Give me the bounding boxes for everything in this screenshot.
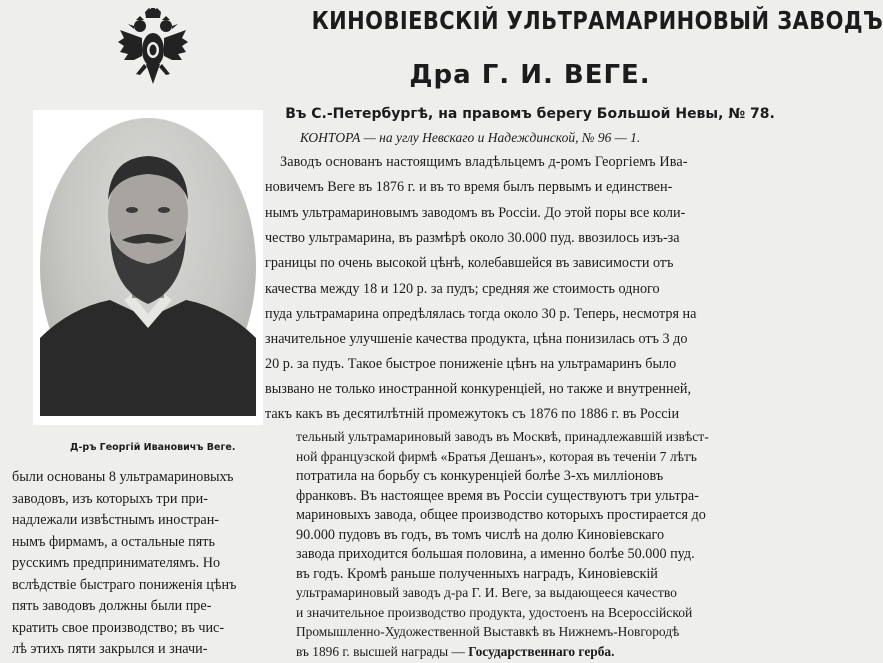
text-line: и значительное производство продукта, удостоенъ на Всероссійской	[296, 604, 693, 620]
text-line: были основаны 8 ультрамариновыхъ	[12, 469, 234, 485]
text-line: пять заводовъ должны были пре-	[12, 598, 212, 614]
text-line: Заводъ основанъ настоящимъ владѣльцемъ д-ромъ Георгіемъ Ива-	[280, 154, 688, 170]
double-headed-eagle-icon	[118, 8, 188, 92]
portrait-caption: Д-ръ Георгій Ивановичъ Веге.	[70, 442, 236, 453]
text-line: потратила на борьбу съ конкуренціей болѣе 3-хъ милліоновъ	[296, 468, 664, 484]
text-line: надлежали извѣстнымъ иностран-	[12, 512, 220, 528]
text-line: франковъ. Въ настоящее время въ Россіи существуютъ три ультра-	[296, 487, 699, 504]
text-line: завода приходится большая половина, а именно болѣе 50.000 пуд.	[296, 546, 695, 562]
text-line: значительное улучшеніе качества продукта, цѣна понизилась отъ 3 до	[265, 331, 688, 347]
text-line: границы по очень высокой цѣнѣ, колебавшейся въ зависимости отъ	[265, 255, 674, 271]
text-line: такъ какъ въ десятилѣтній промежутокъ съ 1876 по 1886 г. въ Россіи	[265, 406, 680, 422]
text-line: пуда ультрамарина опредѣлялась тогда около 30 р. Теперь, несмотря на	[265, 306, 697, 322]
text-line: вслѣдствіе быстраго пониженія цѣнъ	[12, 576, 237, 593]
text-line: вызвано не только иностранной конкуренціей, но также и внутренней,	[265, 381, 692, 397]
text-line: лѣ этихъ пяти закрылся и значи-	[12, 641, 208, 657]
text-line: кратить свое производство; въ чис-	[12, 619, 225, 636]
text-line: мариновыхъ завода, общее производство которыхъ простирается до	[296, 507, 706, 523]
text-line: качества между 18 и 120 р. за пудъ; средняя же стоимость одного	[265, 281, 660, 297]
text-line: въ годъ. Кромѣ раньше полученныхъ наградъ, Киновіевскій	[296, 565, 658, 582]
text-line: ной французской фирмѣ «Братья Дешанъ», которая въ теченіи 7 лѣтъ	[296, 448, 697, 464]
office-address: КОНТОРА — на углу Невскаго и Надеждинской, № 96 — 1.	[300, 130, 641, 145]
text-line: ультрамариновый заводъ д-ра Г. И. Веге, за выдающееся качество	[296, 585, 677, 600]
text-line: нымъ фирмамъ, а остальные пять	[12, 533, 215, 550]
text-line: нымъ ультрамариновымъ заводомъ въ Россіи. До этой поры все коли-	[265, 205, 686, 221]
text-line: чество ультрамарина, въ размѣрѣ около 30.000 пуд. ввозилось изъ-за	[265, 230, 680, 246]
text-line: Промышленно-Художественной Выставкѣ въ Нижнемъ-Новгородѣ	[296, 624, 680, 639]
text-line: 90.000 пудовъ въ годъ, въ томъ числѣ на долю Киновіевскаго	[296, 526, 665, 543]
final-award-bold: Государственнаго герба.	[468, 644, 615, 659]
text-line: новичемъ Веге въ 1876 г. и въ то время былъ первымъ и единствен-	[265, 179, 673, 195]
factory-address: Въ С.-Петербургѣ, на правомъ берегу Большой Невы, № 78.	[285, 106, 775, 122]
owner-name: Дра Г. И. ВЕГЕ.	[409, 60, 651, 90]
final-award-prefix: въ 1896 г. высшей награды —	[296, 644, 465, 659]
portrait-photo	[40, 118, 256, 416]
factory-title: КИНОВІЕВСКІЙ УЛЬТРАМАРИНОВЫЙ ЗАВОДЪ	[311, 6, 883, 35]
text-line: русскимъ предпринимателямъ. Но	[12, 555, 221, 571]
text-line: заводовъ, изъ которыхъ три при-	[12, 490, 208, 507]
text-line: 20 р. за пудъ. Такое быстрое пониженіе цѣнъ на ультрамаринъ было	[265, 356, 677, 372]
text-line: тельный ультрамариновый заводъ въ Москвѣ, принадлежавшій извѣст-	[296, 429, 709, 444]
final-award-line	[296, 645, 614, 658]
